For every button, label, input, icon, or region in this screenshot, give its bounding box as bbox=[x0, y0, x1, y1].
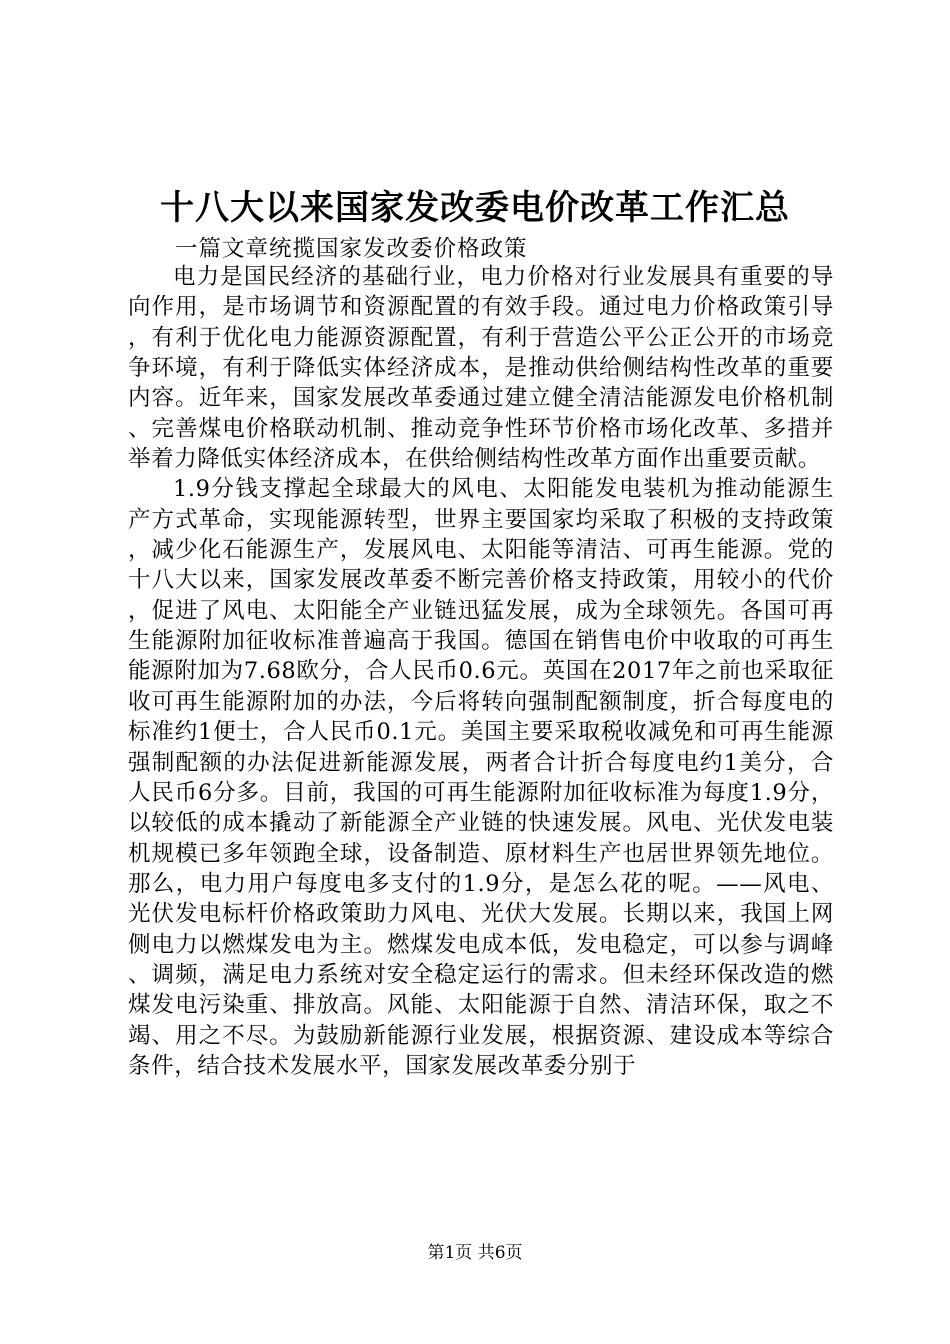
body-paragraph: 电力是国民经济的基础行业，电力价格对行业发展具有重要的导向作用，是市场调节和资源配置的有效手段。通过电力价格政策引导，有利于优化电力能源资源配置，有利于营造公平公正公开的市场竞争环境，有利于降低实体经济成本，是推动供给侧结构性改革的重要内容。近年来，国家发展改革委通过建立健全清洁能源发电价格机制、完善煤电价格联动机制、推动竞争性环节价格市场化改革、多措并举着力降低实体经济成本，在供给侧结构性改革方面作出重要贡献。 bbox=[128, 264, 834, 473]
body-paragraph: 1.9分钱支撑起全球最大的风电、太阳能发电装机为推动能源生产方式革命，实现能源转型，世界主要国家均采取了积极的支持政策，减少化石能源生产，发展风电、太阳能等清洁、可再生能源。党的十八大以来，国家发展改革委不断完善价格支持政策，用较小的代价，促进了风电、太阳能全产业链迅猛发展，成为全球领先。各国可再生能源附加征收标准普遍高于我国。德国在销售电价中收取的可再生能源附加为7.68欧分，合人民币0.6元。英国在2017年之前也采取征收可再生能源附加的办法，今后将转向强制配额制度，折合每度电的标准约1便士，合人民币0.1元。美国主要采取税收减免和可再生能源强制配额的办法促进新能源发展，两者合计折合每度电约1美分，合人民币6分多。目前，我国的可再生能源附加征收标准为每度1.9分，以较低的成本撬动了新能源全产业链的快速发展。风电、光伏发电装机规模已多年领跑全球，设备制造、原材料生产也居世界领先地位。那么，电力用户每度电多支付的1.9分，是怎么花的呢。——风电、光伏发电标杆价格政策助力风电、光伏大发展。长期以来，我国上网侧电力以燃煤发电为主。燃煤发电成本低，发电稳定，可以参与调峰、调频，满足电力系统对安全稳定运行的需求。但未经环保改造的燃煤发电污染重、排放高。风能、太阳能源于自然、清洁环保，取之不竭、用之不尽。为鼓励新能源行业发展，根据资源、建设成本等综合条件，结合技术发展水平，国家发展改革委分别于 bbox=[128, 476, 834, 1079]
document-subtitle: 一篇文章统揽国家发改委价格政策 bbox=[175, 236, 528, 262]
page-number-footer: 第1页 共6页 bbox=[427, 1243, 523, 1263]
document-title: 十八大以来国家发改委电价改革工作汇总 bbox=[160, 188, 790, 228]
document-body bbox=[128, 262, 834, 1081]
